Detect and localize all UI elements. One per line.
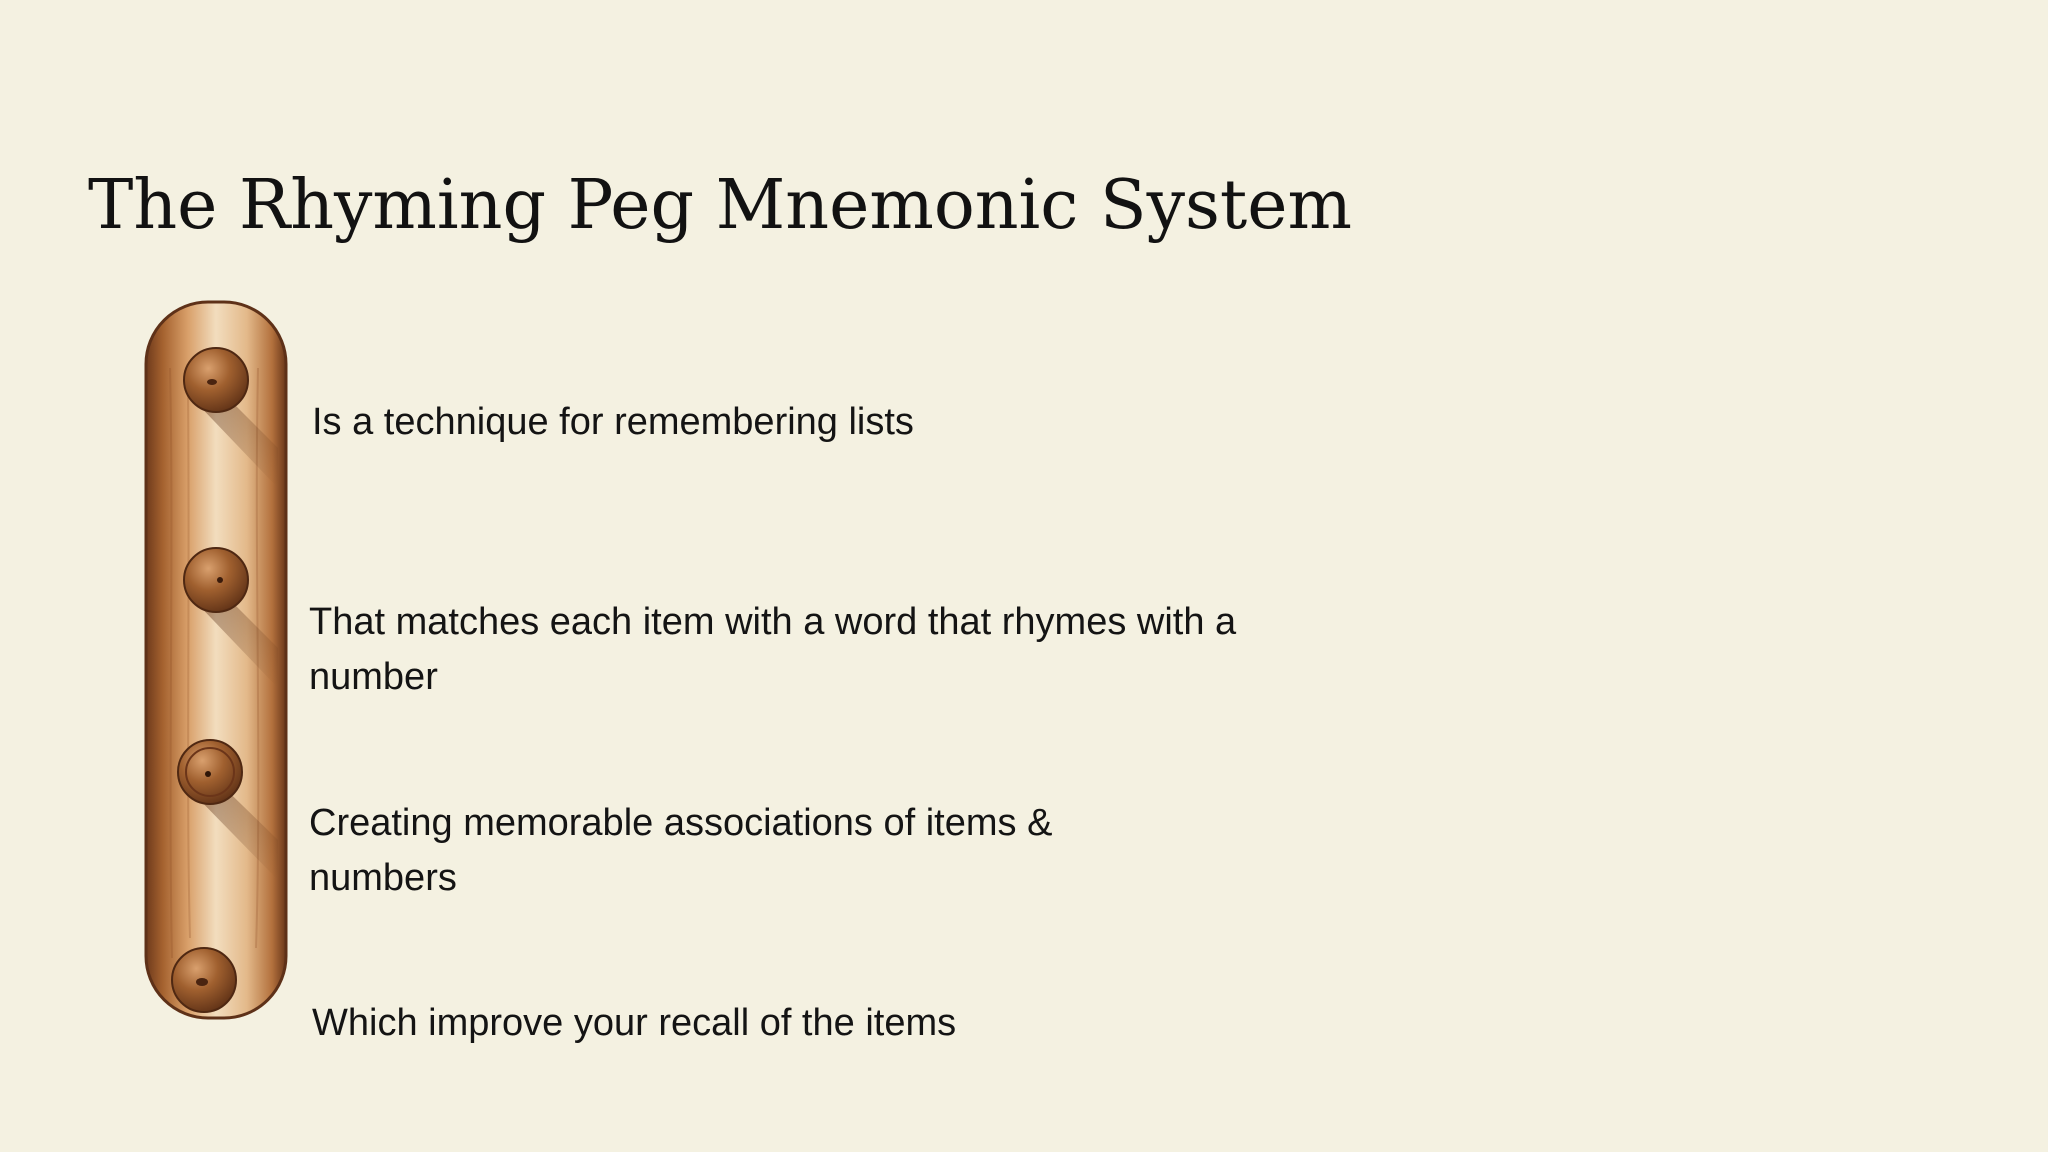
peg-knob: [184, 548, 248, 612]
bullet-text-2: That matches each item with a word that rhymes with a number: [309, 601, 1237, 698]
peg-knob: [184, 348, 248, 412]
peg-knob: [178, 740, 242, 804]
bullet-text-3: Creating memorable associations of items & numbers: [309, 802, 1053, 899]
slide-title: The Rhyming Peg Mnemonic System: [88, 166, 1352, 245]
peg-knob: [172, 948, 236, 1012]
bullet-text-4: Which improve your recall of the items: [312, 1002, 957, 1044]
bullet-text-1: Is a technique for remembering lists: [312, 401, 914, 443]
wooden-peg-board-illustration: [140, 298, 300, 1022]
